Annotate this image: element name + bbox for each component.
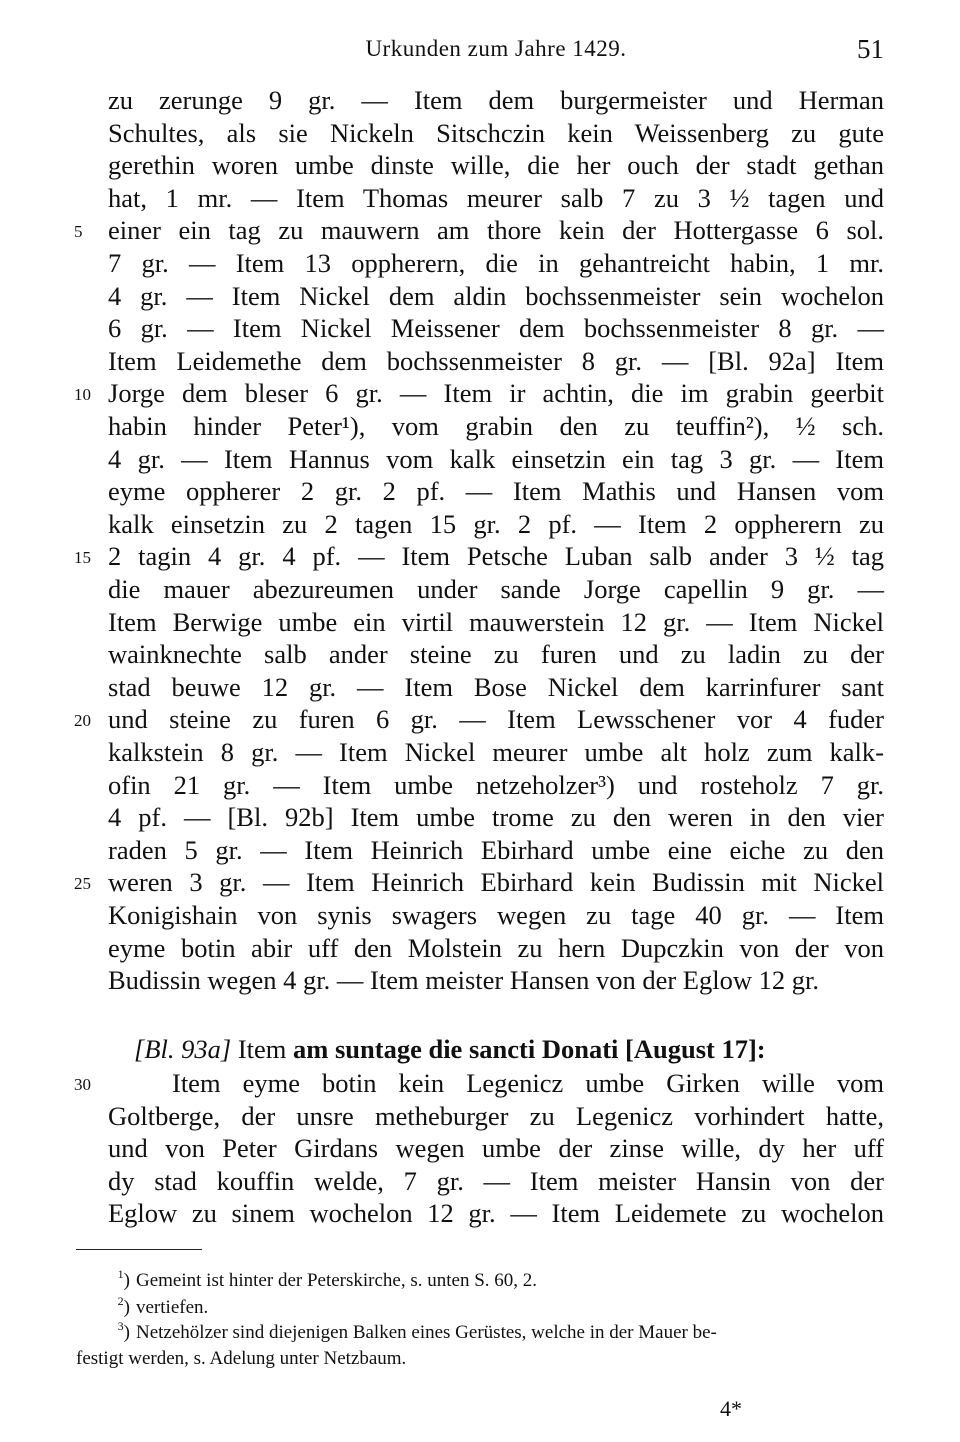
footnote <box>76 1295 884 1321</box>
text-line: und von Peter Girdans wegen umbe der zinse wille, dy her uff <box>108 1133 884 1164</box>
page-header <box>108 30 884 70</box>
heading-item: Item <box>237 1034 287 1064</box>
text-line: Eglow zu sinem wochelon 12 gr. — Item Leidemete zu wochelon <box>108 1198 884 1229</box>
line-number: 10 <box>74 385 91 405</box>
footnote-text: Netzehölzer sind diejenigen Balken eines Gerüstes, welche in der Mauer be- <box>136 1322 717 1343</box>
text-line: Konigishain von synis swagers wegen zu tage 40 gr. — Item <box>108 900 884 930</box>
text-line: zu zerunge 9 gr. — Item dem burgermeister und Herman <box>108 85 884 115</box>
text-line: eyme oppherer 2 gr. 2 pf. — Item Mathis und Hansen vom <box>108 476 884 507</box>
footnote-marker: $^3$) <box>117 1318 130 1343</box>
text-line: und steine zu furen 6 gr. — Item Lewsschener vor 4 fuder <box>108 704 884 735</box>
line-number: 30 <box>74 1075 91 1094</box>
footnote-marker: $^2$) <box>117 1293 130 1318</box>
footnote <box>76 1320 884 1346</box>
signature-mark: 4* <box>720 1396 742 1421</box>
text-line: Goltberge, der unsre metheburger zu Legenicz vorhindert hatte, <box>108 1100 884 1131</box>
text-line: dy stad kouffin welde, 7 gr. — Item meister Hansin von der <box>108 1165 884 1196</box>
footnote <box>76 1268 884 1294</box>
section-heading <box>108 1033 884 1065</box>
text-line: Item Berwige umbe ein virtil mauwerstein 12 gr. — Item Nickel <box>108 606 884 637</box>
footnote-text: festigt werden, s. Adelung unter Netzbaum. <box>76 1348 407 1369</box>
running-title: Urkunden zum Jahre 1429. <box>365 36 627 61</box>
text-line: kalkstein 8 gr. — Item Nickel meurer umbe alt holz zum kalk- <box>108 737 884 767</box>
text-line: raden 5 gr. — Item Heinrich Ebirhard umbe eine eiche zu den <box>108 834 884 865</box>
text-line: Budissin wegen 4 gr. — Item meister Hansen von der Eglow 12 gr. <box>108 965 819 996</box>
text-line: stad beuwe 12 gr. — Item Bose Nickel dem karrinfurer sant <box>108 671 884 702</box>
text-line: 4 gr. — Item Nickel dem aldin bochssenmeister sein wochelon <box>108 280 884 311</box>
text-line: einer ein tag zu mauwern am thore kein der Hottergasse 6 sol. <box>108 215 884 246</box>
page-number: 51 <box>857 34 884 64</box>
text-line: wainknechte salb ander steine zu furen und zu ladin zu der <box>108 639 884 670</box>
text-line: die mauer abezureumen under sande Jorge capellin 9 gr. — <box>108 574 884 604</box>
text-line: ofin 21 gr. — Item umbe netzeholzer³) und rosteholz 7 gr. <box>108 769 884 800</box>
text-line: 6 gr. — Item Nickel Meissener dem bochssenmeister 8 gr. — <box>108 313 884 344</box>
text-line: habin hinder Peter¹), vom grabin den zu teuffin²), ½ sch. <box>108 411 884 441</box>
text-line: kalk einsetzin zu 2 tagen 15 gr. 2 pf. — Item 2 oppherern zu <box>108 508 884 539</box>
footnote-text: vertiefen. <box>136 1297 209 1318</box>
line-number: 5 <box>74 222 83 242</box>
text-line: 4 gr. — Item Hannus vom kalk einsetzin ein tag 3 gr. — Item <box>108 443 884 474</box>
line-number: 15 <box>74 548 91 568</box>
footnote-marker: $^1$) <box>117 1266 130 1291</box>
text-line: 4 pf. — [Bl. 92b] Item umbe trome zu den weren in den vier <box>108 802 884 833</box>
text-line: gerethin woren umbe dinste wille, die her ouch der stadt gethan <box>108 150 884 181</box>
text-line: Item Leidemethe dem bochssenmeister 8 gr. — [Bl. 92a] Item <box>108 345 884 376</box>
text-line: Jorge dem bleser 6 gr. — Item ir achtin, die im grabin geerbit <box>108 378 884 409</box>
text-line: Schultes, als sie Nickeln Sitschczin kein Weissenberg zu gute <box>108 117 884 148</box>
footnote-text: Gemeint ist hinter der Peterskirche, s. unten S. 60, 2. <box>136 1270 538 1291</box>
footnote <box>76 1346 884 1372</box>
line-number: 25 <box>74 874 91 894</box>
folio-reference: [Bl. 93a] <box>134 1034 232 1064</box>
text-line: eyme botin abir uff den Molstein zu hern Dupczkin von der von <box>108 932 884 963</box>
heading-title: am suntage die sancti Donati [August 17]: <box>293 1034 766 1064</box>
text-line: 2 tagin 4 gr. 4 pf. — Item Petsche Luban salb ander 3 ½ tag <box>108 541 884 572</box>
footnote-rule <box>76 1249 202 1250</box>
text-line: weren 3 gr. — Item Heinrich Ebirhard kein Budissin mit Nickel <box>108 867 884 898</box>
text-line: hat, 1 mr. — Item Thomas meurer salb 7 zu 3 ½ tagen und <box>108 182 884 213</box>
text-line: 7 gr. — Item 13 oppherern, die in gehantreicht habin, 1 mr. <box>108 248 884 278</box>
text-line: Item eyme botin kein Legenicz umbe Girken wille vom <box>172 1068 884 1098</box>
line-number: 20 <box>74 711 91 731</box>
